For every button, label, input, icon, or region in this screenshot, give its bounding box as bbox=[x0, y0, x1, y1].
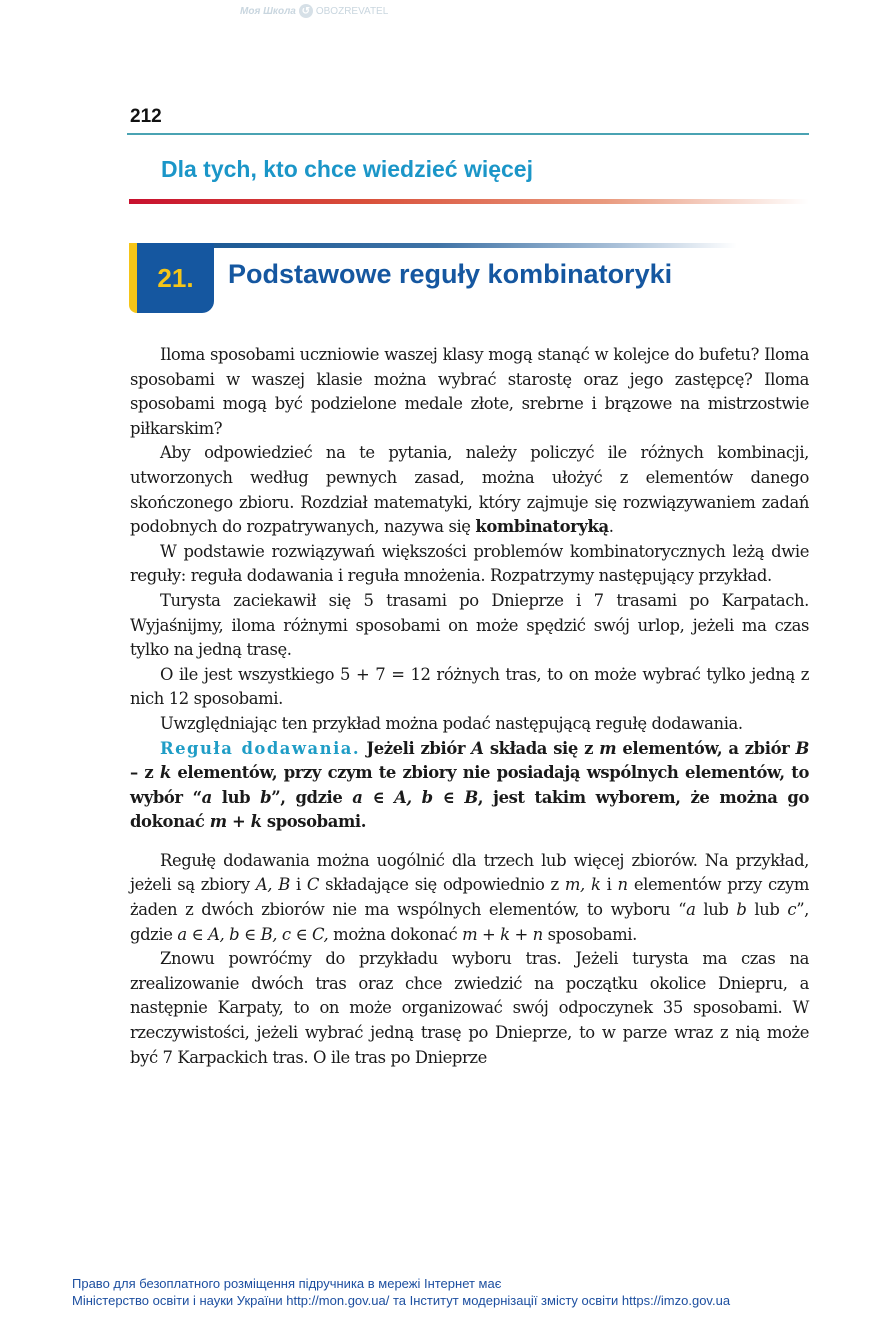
rule-name: Reguła dodawania. bbox=[160, 738, 361, 758]
math-sum: m + k + n bbox=[462, 924, 543, 944]
math-k: k bbox=[159, 763, 171, 783]
math-sets: A, B bbox=[255, 875, 290, 895]
rule-text: lub bbox=[211, 787, 261, 807]
math-b: b bbox=[736, 900, 747, 920]
text: można dokonać bbox=[328, 924, 463, 944]
math-a: a bbox=[201, 787, 212, 807]
rule-text: elementów, przy czym te zbiory nie posiadają wspólnych elementów, to wybór “ bbox=[130, 763, 809, 807]
body-text bbox=[130, 343, 809, 1070]
rule-text: ”, gdzie bbox=[271, 787, 353, 807]
chapter-number-box bbox=[137, 243, 214, 313]
math-m: m, bbox=[564, 875, 585, 895]
math-C: C bbox=[306, 875, 320, 895]
rule-addition bbox=[130, 737, 809, 835]
text: składające się odpowiednio z bbox=[319, 875, 565, 895]
math-a: a bbox=[686, 900, 696, 920]
paragraph-definition bbox=[130, 441, 809, 539]
rule-text: Jeżeli zbiór bbox=[360, 738, 472, 758]
paragraph-definition-text: Aby odpowiedzieć na te pytania, należy policzyć ile różnych kombinacji, utworzonych według pewnych zasad, można ułożyć z elementów danego skończonego zbioru. Rozdział matematyki, który zajmuje się rozwiązywaniem zadań podobnych do rozpatrywanych, nazywa się bbox=[130, 443, 809, 537]
chapter-top-line bbox=[137, 243, 737, 248]
math-k: k bbox=[590, 875, 601, 895]
text: i bbox=[600, 875, 618, 895]
watermark-school-text: Моя Школа bbox=[240, 5, 296, 17]
copyright-footer bbox=[72, 1275, 822, 1309]
paragraph-sum-example: O ile jest wszystkiego 5 + 7 = 12 różnych tras, to on może wybrać tylko jedną z nich 12 sposobami. bbox=[130, 664, 809, 709]
rule-text: – z bbox=[130, 763, 160, 783]
watermark bbox=[240, 4, 388, 18]
header-rule bbox=[127, 133, 809, 135]
math-membership: a ∈ A, b ∈ B bbox=[352, 787, 478, 807]
footer-line-2: Міністерство освіти і науки України http://mon.gov.ua/ та Інститут модернізації змісту освіти https://imzo.gov.ua bbox=[72, 1293, 731, 1308]
chapter-title: Podstawowe reguły kombinatoryki bbox=[228, 259, 673, 289]
text: Regułę dodawania można uogólnić dla trzech lub więcej zbiorów. Na przykład, jeżeli są zbiory bbox=[130, 850, 809, 895]
page-number: 212 bbox=[130, 106, 162, 127]
math-n: n bbox=[617, 875, 628, 895]
chapter-number: 21. bbox=[157, 262, 194, 293]
math-A: A bbox=[471, 738, 484, 758]
section-kicker: Dla tych, kto chce wiedzieć więcej bbox=[161, 156, 533, 182]
text: elementów przy czym żaden z dwóch zbiorów nie ma wspólnych elementów, to wyboru “ bbox=[130, 875, 810, 920]
rule-text: elementów, a zbiór bbox=[616, 738, 796, 758]
term-kombinatoryka: kombinatoryką bbox=[475, 517, 609, 537]
math-m-plus-k: m + k bbox=[209, 812, 262, 832]
text: sposobami. bbox=[542, 924, 637, 944]
red-divider bbox=[129, 199, 809, 204]
chapter-header bbox=[129, 243, 809, 315]
watermark-brand-text: OBOZREVATEL bbox=[315, 5, 389, 17]
text: lub bbox=[695, 900, 737, 920]
paragraph-tourist-example: Turysta zaciekawił się 5 trasami po Dnieprze i 7 trasami po Karpatach. Wyjaśnijmy, iloma różnymi sposobami on może spędzić swój urlop, jeżeli ma czas tylko na jedną trasę. bbox=[130, 590, 809, 660]
math-membership: a ∈ A, b ∈ B, c ∈ C, bbox=[177, 924, 329, 944]
paragraph-definition-end: . bbox=[608, 517, 614, 537]
paragraph-intro-questions: Iloma sposobami uczniowie waszej klasy mogą stanąć w kolejce do bufetu? Iloma sposobami w waszej klasie można wybrać starostę oraz jego zastępcę? Iloma sposobami mogą być podzielone medale złote, srebrne i brązowe na mistrzostwie piłkarskim? bbox=[130, 345, 809, 438]
circle-arrow-icon: ↺ bbox=[299, 4, 313, 18]
text: lub bbox=[746, 900, 788, 920]
rule-text: sposobami. bbox=[261, 812, 367, 832]
text: i bbox=[289, 875, 307, 895]
text: ”, gdzie bbox=[130, 900, 809, 944]
footer-line-1: Право для безоплатного розміщення підручника в мережі Інтернет має bbox=[72, 1276, 502, 1291]
math-c: c bbox=[787, 900, 797, 920]
paragraph-routes-return: Znowu powróćmy do przykładu wyboru tras. Jeżeli turysta ma czas na zrealizowanie dwóch tras oraz chce zwiedzić na początku okolice Dniepru, a następnie Karpaty, to on może organizować swój odpoczynek 35 sposobami. W rzeczywistości, jeżeli wybrać jedną trasę po Dnieprze, to w parze wraz z nią może być 7 Karpackich tras. O ile tras po Dnieprze bbox=[130, 949, 809, 1067]
rule-text: , jest takim wyborem, że można go dokonać bbox=[130, 787, 809, 832]
paragraph-generalization bbox=[130, 849, 809, 947]
math-b: b bbox=[260, 787, 272, 807]
paragraph-two-rules: W podstawie rozwiązywań większości problemów kombinatorycznych leżą dwie reguły: reguła dodawania i reguła mnożenia. Rozpatrzymy następujący przykład. bbox=[130, 541, 809, 586]
math-B: B bbox=[795, 738, 810, 758]
paragraph-rule-intro: Uwzględniając ten przykład można podać następującą regułę dodawania. bbox=[160, 713, 743, 733]
math-m: m bbox=[599, 738, 617, 758]
rule-text: składa się z bbox=[483, 738, 600, 758]
